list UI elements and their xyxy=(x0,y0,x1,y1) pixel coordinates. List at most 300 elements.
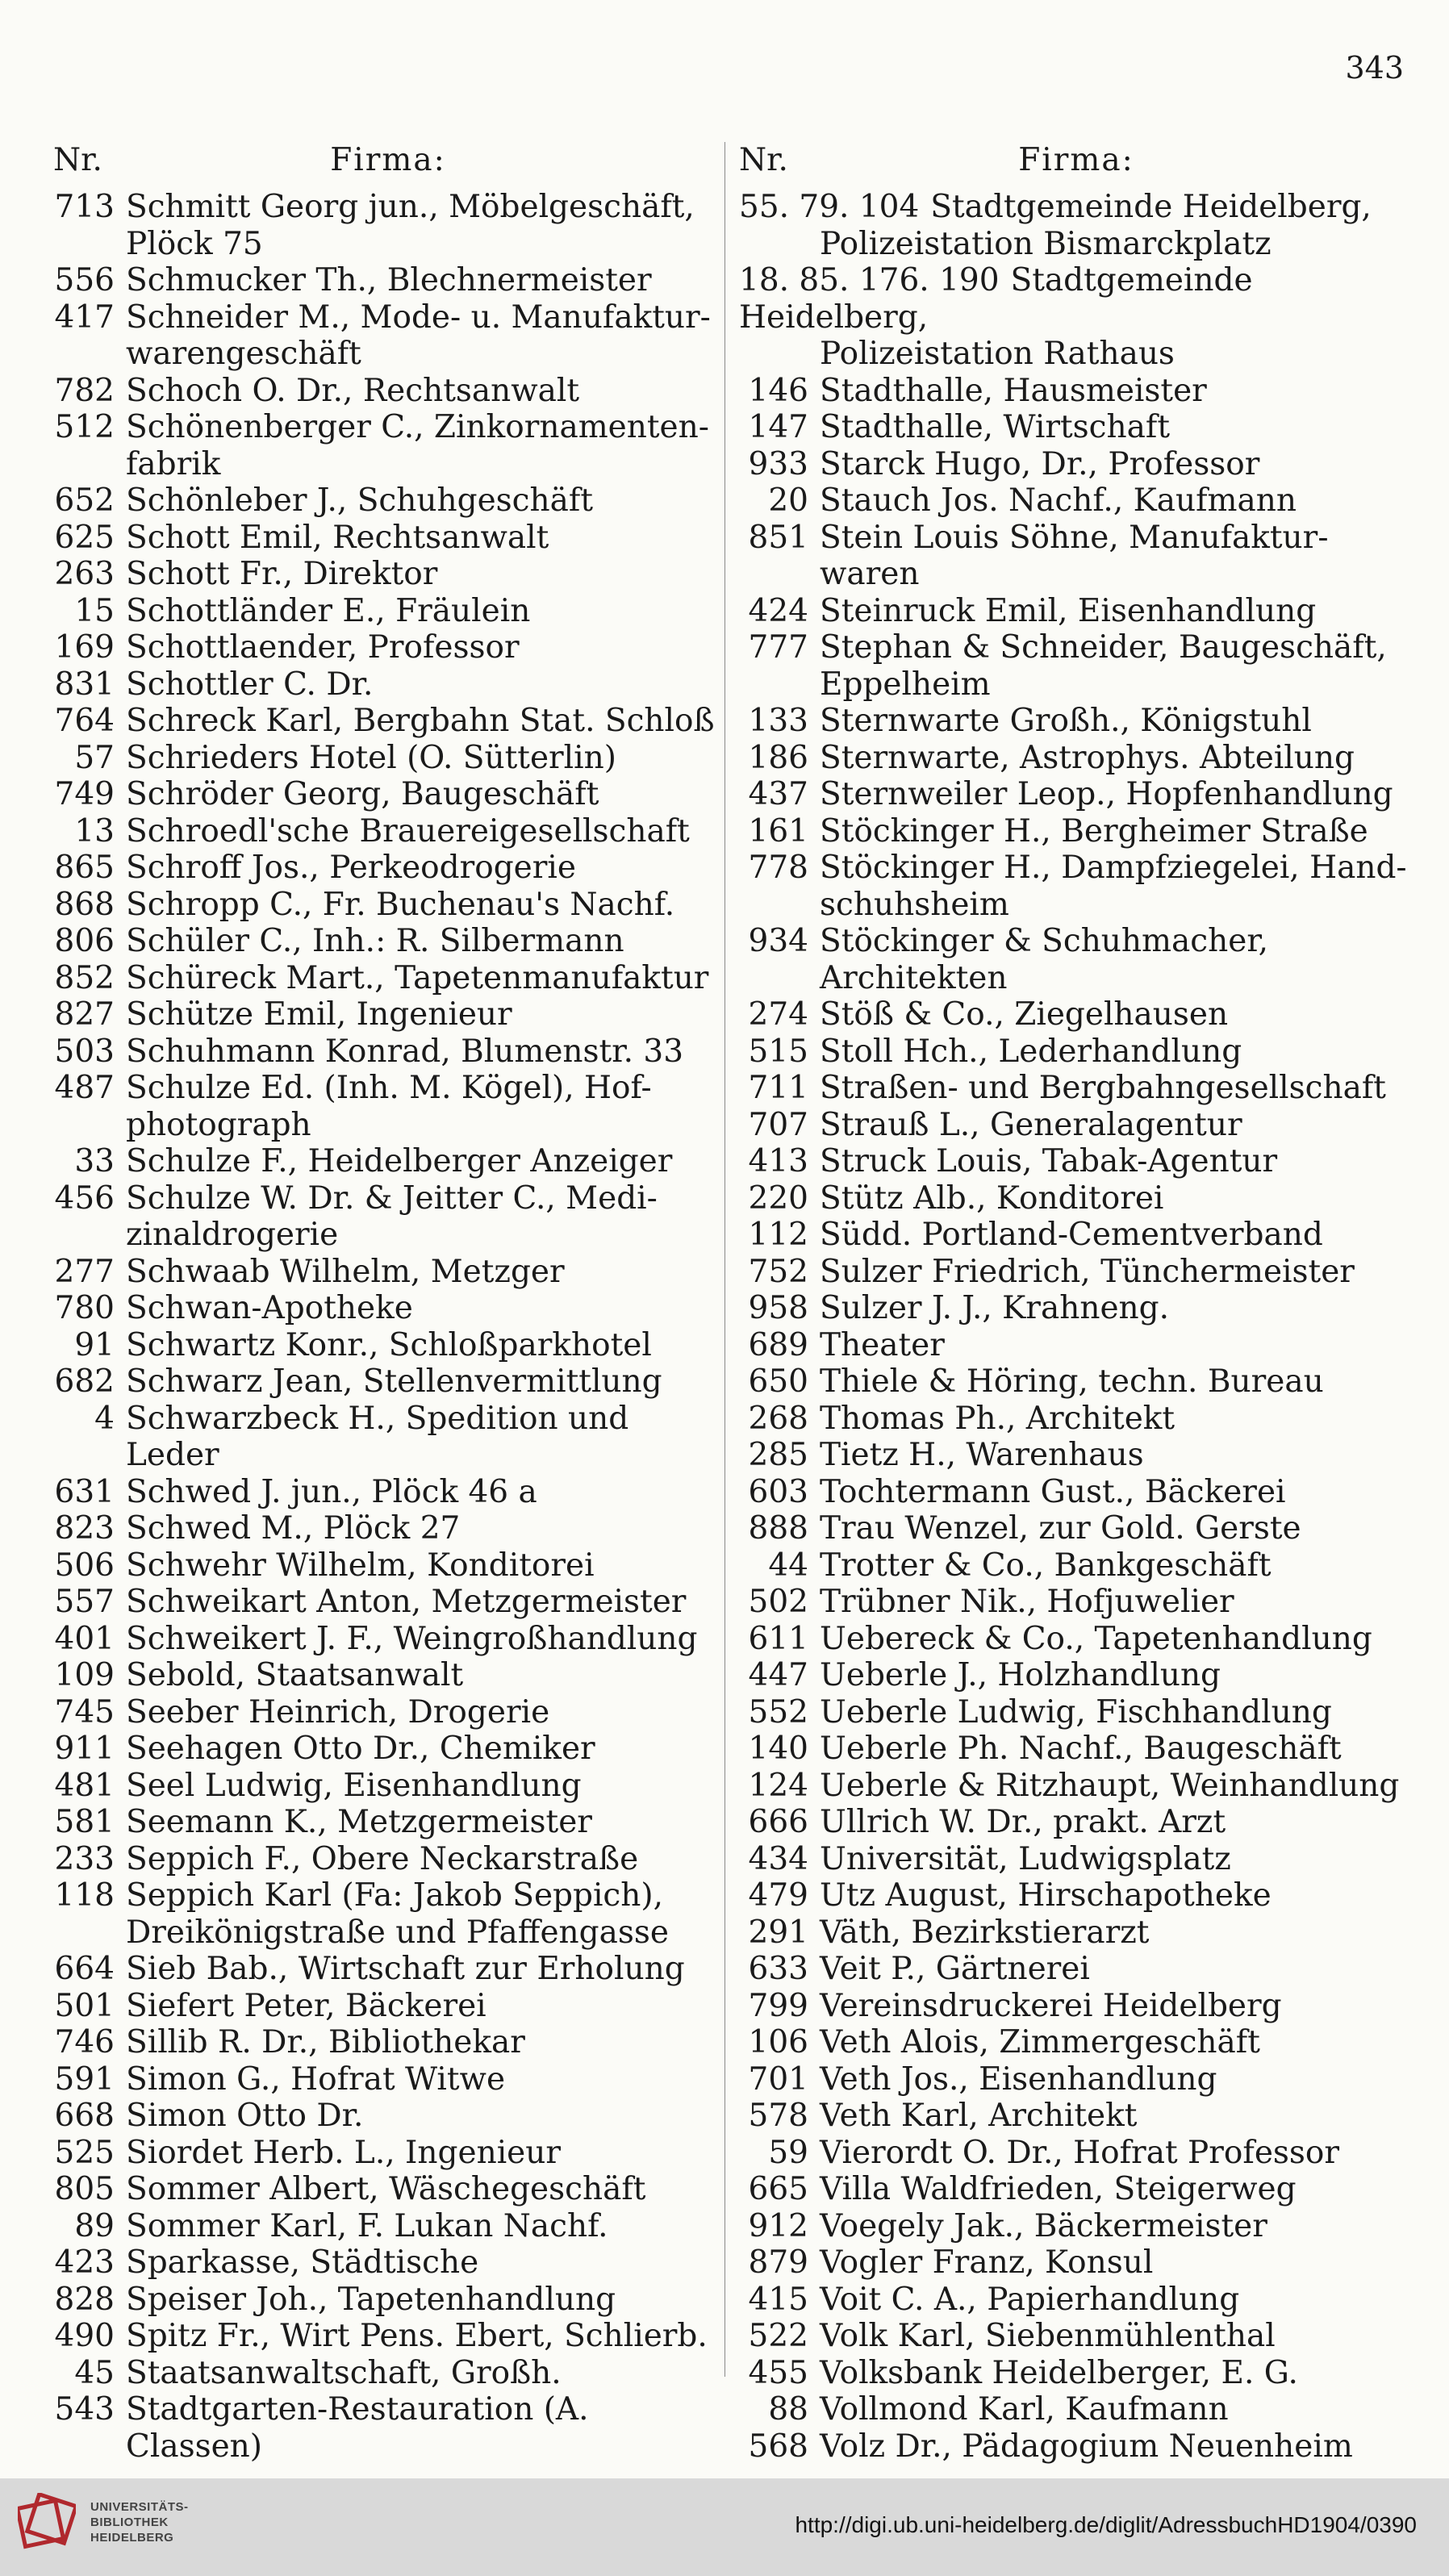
list-item xyxy=(53,1841,723,1878)
entry-name: Uebereck & Co., Tapetenhandlung xyxy=(820,1620,1372,1657)
entry-number: 665 xyxy=(748,2171,808,2207)
list-item xyxy=(739,2428,1414,2465)
entry-number: 851 xyxy=(748,519,808,556)
list-item xyxy=(53,2171,723,2208)
list-item xyxy=(53,1180,723,1254)
entry-number: 749 xyxy=(54,776,115,812)
list-item xyxy=(53,666,723,703)
entry-number: 806 xyxy=(54,923,115,959)
list-item xyxy=(739,409,1414,446)
entry-number: 106 xyxy=(748,2024,808,2060)
entry-name: Universität, Ludwigsplatz xyxy=(820,1840,1231,1877)
entry-name: Seppich F., Obere Neckarstraße xyxy=(126,1840,639,1877)
entry-name: Stadtgemeinde Heidelberg, xyxy=(739,262,1253,336)
entry-name: Schrieders Hotel (O. Sütterlin) xyxy=(126,739,616,776)
entry-number: 823 xyxy=(54,1510,115,1547)
entry-number: 522 xyxy=(748,2318,808,2354)
entry-name: Stephan & Schneider, Baugeschäft, Eppelheim xyxy=(820,629,1387,703)
list-item xyxy=(53,1510,723,1547)
entry-name: Stadthalle, Hausmeister xyxy=(820,372,1207,409)
entry-name: Stöckinger H., Dampfziegelei, Hand-schuhsheim xyxy=(820,850,1407,923)
entry-number: 424 xyxy=(748,592,808,629)
entry-name: Seppich Karl (Fa: Jakob Seppich), Dreikönigstraße und Pfaffengasse xyxy=(126,1877,669,1951)
entry-number: 268 xyxy=(748,1400,808,1437)
entry-name: Simon G., Hofrat Witwe xyxy=(126,2060,506,2098)
entry-number: 91 xyxy=(74,1326,115,1363)
entry-number: 707 xyxy=(748,1106,808,1143)
entry-number: 233 xyxy=(54,1840,115,1877)
list-item xyxy=(739,1510,1414,1547)
entry-name: Schweikart Anton, Metzgermeister xyxy=(126,1584,687,1620)
entry-name: Schwarzbeck H., Spedition und Leder xyxy=(126,1400,629,1473)
list-item xyxy=(53,2061,723,2098)
entry-name: Tochtermann Gust., Bäckerei xyxy=(820,1473,1286,1510)
entry-name: Volz Dr., Pädagogium Neuenheim xyxy=(820,2428,1353,2465)
entry-name: Schwartz Konr., Schloßparkhotel xyxy=(126,1326,652,1363)
entry-number: 515 xyxy=(748,1033,808,1070)
entry-name: Schönenberger C., Zinkornamenten-fabrik xyxy=(126,409,709,482)
entry-number: 437 xyxy=(748,776,808,812)
entry-name: Stadtgemeinde Heidelberg, xyxy=(930,189,1372,225)
footer-bar xyxy=(0,2478,1449,2576)
entry-number: 664 xyxy=(54,1951,115,1987)
entry-name: Trau Wenzel, zur Gold. Gerste xyxy=(820,1510,1301,1547)
entry-name: Ueberle Ludwig, Fischhandlung xyxy=(820,1693,1332,1731)
entry-name: Schüler C., Inh.: R. Silbermann xyxy=(126,923,624,959)
entry-number: 682 xyxy=(54,1363,115,1400)
list-item xyxy=(53,996,723,1033)
entry-number: 456 xyxy=(54,1179,115,1217)
entry-number: 479 xyxy=(748,1877,808,1914)
entry-number: 88 xyxy=(768,2391,808,2428)
entry-name: Schütze Emil, Ingenieur xyxy=(126,996,512,1033)
entry-name: Utz August, Hirschapotheke xyxy=(820,1877,1272,1914)
entry-name: Schwed J. jun., Plöck 46 a xyxy=(126,1473,537,1510)
entry-name: Villa Waldfrieden, Steigerweg xyxy=(820,2171,1297,2207)
list-item xyxy=(739,813,1414,850)
library-logo[interactable] xyxy=(18,2493,189,2551)
entry-number: 124 xyxy=(748,1767,808,1804)
entry-name: Schulze F., Heidelberger Anzeiger xyxy=(126,1143,673,1179)
left-column-header xyxy=(53,142,723,189)
entry-number: 291 xyxy=(748,1914,808,1951)
entry-name: Sebold, Staatsanwalt xyxy=(126,1657,464,1693)
entry-name: Vogler Franz, Konsul xyxy=(820,2244,1154,2281)
list-item xyxy=(53,2244,723,2282)
list-item xyxy=(739,1474,1414,1511)
list-item xyxy=(739,1437,1414,1474)
list-item xyxy=(53,1804,723,1841)
entry-name: Voegely Jak., Bäckermeister xyxy=(820,2207,1267,2244)
entry-name: Seemann K., Metzgermeister xyxy=(126,1804,592,1840)
entry-name: Theater xyxy=(820,1326,945,1363)
entry-number: 263 xyxy=(54,556,115,592)
entry-number: 133 xyxy=(748,703,808,739)
entry-number: 506 xyxy=(54,1547,115,1584)
entry-number: 611 xyxy=(748,1620,808,1657)
entry-number: 591 xyxy=(54,2060,115,2098)
entry-name: Struck Louis, Tabak-Agentur xyxy=(820,1143,1278,1179)
list-item xyxy=(53,1877,723,1951)
list-item xyxy=(739,1877,1414,1914)
entry-name: Veth Jos., Eisenhandlung xyxy=(820,2060,1217,2098)
list-item xyxy=(53,1657,723,1694)
entry-name: Veth Alois, Zimmergeschäft xyxy=(820,2024,1260,2060)
entry-name-continuation: Polizeistation Bismarckplatz xyxy=(820,225,1272,262)
entry-name: Vollmond Karl, Kaufmann xyxy=(820,2391,1229,2428)
entry-number: 556 xyxy=(54,262,115,299)
library-logo-text xyxy=(90,2499,189,2545)
entry-number: 879 xyxy=(748,2244,808,2281)
entry-number: 782 xyxy=(54,372,115,409)
entry-name: Schuhmann Konrad, Blumenstr. 33 xyxy=(126,1033,684,1070)
entry-name: Schroedl'sche Brauereigesellschaft xyxy=(126,812,690,850)
entry-name: Schreck Karl, Bergbahn Stat. Schloß xyxy=(126,703,715,739)
entry-number: 631 xyxy=(54,1473,115,1510)
entry-name: Schwarz Jean, Stellenvermittlung xyxy=(126,1363,662,1400)
entry-number: 701 xyxy=(748,2060,808,2098)
entry-number: 552 xyxy=(748,1693,808,1731)
entry-name: Trübner Nik., Hofjuwelier xyxy=(820,1584,1234,1620)
entry-number: 417 xyxy=(54,299,115,336)
entry-name: Sternweiler Leop., Hopfenhandlung xyxy=(820,776,1393,812)
list-item xyxy=(739,1254,1414,1291)
entry-number: 220 xyxy=(748,1179,808,1217)
entry-number: 543 xyxy=(54,2391,115,2428)
list-item xyxy=(739,1547,1414,1584)
entry-number: 868 xyxy=(54,886,115,923)
right-column-header xyxy=(739,142,1414,189)
entry-name: Siefert Peter, Bäckerei xyxy=(126,1987,486,2024)
entry-number: 502 xyxy=(748,1584,808,1620)
entry-name: Voit C. A., Papierhandlung xyxy=(820,2281,1240,2318)
entry-name: Sulzer Friedrich, Tünchermeister xyxy=(820,1253,1355,1290)
library-logo-icon xyxy=(18,2493,76,2551)
source-url-link[interactable]: http://digi.ub.uni-heidelberg.de/diglit/AdressbuchHD1904/0390 xyxy=(795,2512,1417,2537)
entry-name: Strauß L., Generalagentur xyxy=(820,1106,1242,1143)
list-item xyxy=(739,1180,1414,1217)
list-item xyxy=(53,813,723,850)
entry-number: 45 xyxy=(74,2354,115,2391)
entry-number: 525 xyxy=(54,2134,115,2171)
entry-number: 805 xyxy=(54,2171,115,2207)
list-item xyxy=(739,923,1414,996)
entry-number: 18. 85. 176. 190 xyxy=(739,262,1000,299)
entry-name: Trotter & Co., Bankgeschäft xyxy=(820,1547,1272,1584)
list-item xyxy=(739,2391,1414,2428)
entry-number: 285 xyxy=(748,1437,808,1473)
entry-name: Sieb Bab., Wirtschaft zur Erholung xyxy=(126,1951,685,1987)
list-item xyxy=(739,996,1414,1033)
entry-name-continuation: Polizeistation Rathaus xyxy=(820,336,1175,372)
entry-name: Schottlaender, Professor xyxy=(126,629,520,666)
entry-number: 888 xyxy=(748,1510,808,1547)
entry-number: 668 xyxy=(54,2098,115,2134)
list-item xyxy=(53,2135,723,2172)
list-item xyxy=(739,1327,1414,1364)
list-item xyxy=(739,593,1414,630)
entry-number: 778 xyxy=(748,850,808,886)
list-item xyxy=(739,482,1414,520)
entry-number: 161 xyxy=(748,812,808,850)
nr-header: Nr. xyxy=(739,142,788,178)
entry-number: 447 xyxy=(748,1657,808,1693)
entry-name: Schoch O. Dr., Rechtsanwalt xyxy=(126,372,580,409)
list-item xyxy=(739,1768,1414,1805)
list-item xyxy=(739,1914,1414,1952)
entry-name: Schwan-Apotheke xyxy=(126,1290,413,1326)
right-column xyxy=(739,142,1414,2465)
list-item xyxy=(739,1107,1414,1144)
list-item xyxy=(739,2135,1414,2172)
entry-number: 831 xyxy=(54,666,115,703)
entry-number: 59 xyxy=(768,2134,808,2171)
entry-number: 146 xyxy=(748,372,808,409)
list-item xyxy=(53,482,723,520)
entry-name: Schropp C., Fr. Buchenau's Nachf. xyxy=(126,886,675,923)
list-item xyxy=(739,1731,1414,1768)
entry-name: Seehagen Otto Dr., Chemiker xyxy=(126,1731,595,1767)
entry-name: Ueberle & Ritzhaupt, Weinhandlung xyxy=(820,1767,1400,1804)
entry-number: 911 xyxy=(54,1731,115,1767)
list-item xyxy=(739,2171,1414,2208)
list-item xyxy=(53,1033,723,1071)
entry-number: 487 xyxy=(54,1070,115,1106)
logo-line: UNIVERSITÄTS- xyxy=(90,2499,189,2514)
entry-number: 415 xyxy=(748,2281,808,2318)
entry-number: 689 xyxy=(748,1326,808,1363)
list-item xyxy=(739,2098,1414,2135)
list-item xyxy=(53,593,723,630)
list-item xyxy=(53,1254,723,1291)
entry-number: 666 xyxy=(748,1804,808,1840)
list-item xyxy=(739,1804,1414,1841)
entry-number: 277 xyxy=(54,1253,115,1290)
list-item xyxy=(739,2208,1414,2245)
entry-name: Schüreck Mart., Tapetenmanufaktur xyxy=(126,959,709,996)
entry-number: 112 xyxy=(748,1217,808,1253)
list-item xyxy=(53,2391,723,2465)
entry-number: 15 xyxy=(74,592,115,629)
entry-number: 401 xyxy=(54,1620,115,1657)
list-item xyxy=(739,2282,1414,2319)
entry-number: 481 xyxy=(54,1767,115,1804)
list-item xyxy=(739,262,1414,373)
list-item xyxy=(53,520,723,557)
entry-name: Schroff Jos., Perkeodrogerie xyxy=(126,850,576,886)
entry-number: 581 xyxy=(54,1804,115,1840)
list-item xyxy=(739,2061,1414,2098)
entry-number: 147 xyxy=(748,409,808,445)
entry-number: 777 xyxy=(748,629,808,666)
entry-name: Schönleber J., Schuhgeschäft xyxy=(126,482,594,519)
list-item xyxy=(739,1657,1414,1694)
list-item xyxy=(53,887,723,924)
entry-name: Thomas Ph., Architekt xyxy=(820,1400,1175,1437)
entry-name: Schmucker Th., Blechnermeister xyxy=(126,262,652,299)
entry-name: Volk Karl, Siebenmühlenthal xyxy=(820,2318,1276,2354)
list-item xyxy=(53,1584,723,1621)
entry-name: Schwaab Wilhelm, Metzger xyxy=(126,1253,565,1290)
list-item xyxy=(739,2024,1414,2061)
entry-name: Stütz Alb., Konditorei xyxy=(820,1179,1164,1217)
entry-name: Schulze W. Dr. & Jeitter C., Medi-zinaldrogerie xyxy=(126,1179,658,1253)
list-item xyxy=(739,776,1414,813)
entry-name: Stauch Jos. Nachf., Kaufmann xyxy=(820,482,1297,519)
entry-name: Schottler C. Dr. xyxy=(126,666,374,703)
entry-name: Sternwarte, Astrophys. Abteilung xyxy=(820,739,1355,776)
entry-number: 57 xyxy=(74,739,115,776)
list-item xyxy=(53,2098,723,2135)
entry-name: Thiele & Höring, techn. Bureau xyxy=(820,1363,1324,1400)
entry-number: 413 xyxy=(748,1143,808,1179)
list-item xyxy=(53,1070,723,1143)
entry-number: 501 xyxy=(54,1987,115,2024)
entry-name: Stöckinger H., Bergheimer Straße xyxy=(820,812,1368,850)
list-item xyxy=(53,1621,723,1658)
entry-number: 828 xyxy=(54,2281,115,2318)
entry-name: Volksbank Heidelberger, E. G. xyxy=(820,2354,1298,2391)
list-item xyxy=(53,262,723,299)
list-item xyxy=(53,373,723,410)
list-item xyxy=(53,2282,723,2319)
list-item xyxy=(739,189,1414,262)
list-item xyxy=(53,409,723,482)
entry-number: 650 xyxy=(748,1363,808,1400)
entry-name: Sternwarte Großh., Königstuhl xyxy=(820,703,1312,739)
nr-header: Nr. xyxy=(53,142,102,178)
entry-name: Ueberle Ph. Nachf., Baugeschäft xyxy=(820,1731,1342,1767)
list-item xyxy=(739,373,1414,410)
list-item xyxy=(739,1363,1414,1401)
list-item xyxy=(739,1584,1414,1621)
list-item xyxy=(53,1401,723,1474)
list-item xyxy=(739,1290,1414,1327)
left-entry-list xyxy=(53,189,723,2465)
entry-name: Schottländer E., Fräulein xyxy=(126,592,531,629)
list-item xyxy=(53,850,723,887)
entry-number: 33 xyxy=(74,1143,115,1179)
list-item xyxy=(739,629,1414,703)
list-item xyxy=(53,740,723,777)
list-item xyxy=(53,1768,723,1805)
entry-number: 746 xyxy=(54,2024,115,2060)
entry-number: 865 xyxy=(54,850,115,886)
entry-number: 912 xyxy=(748,2207,808,2244)
entry-name: Ullrich W. Dr., prakt. Arzt xyxy=(820,1804,1226,1840)
list-item xyxy=(53,2024,723,2061)
entry-name: Sparkasse, Städtische xyxy=(126,2244,479,2281)
entry-name: Simon Otto Dr. xyxy=(126,2098,364,2134)
firma-header: Firma: xyxy=(330,142,446,178)
entry-number: 490 xyxy=(54,2318,115,2354)
entry-name: Sommer Albert, Wäschegeschäft xyxy=(126,2171,646,2207)
entry-name: Stöckinger & Schuhmacher, Architekten xyxy=(820,923,1269,996)
entry-name: Seel Ludwig, Eisenhandlung xyxy=(126,1767,582,1804)
entry-name: Veth Karl, Architekt xyxy=(820,2098,1138,2134)
entry-number: 764 xyxy=(54,703,115,739)
list-item xyxy=(53,629,723,666)
entry-name: Schott Emil, Rechtsanwalt xyxy=(126,519,549,556)
page-number: 343 xyxy=(1345,50,1404,86)
entry-number: 827 xyxy=(54,996,115,1033)
entry-number: 118 xyxy=(54,1877,115,1914)
list-item xyxy=(739,1694,1414,1731)
list-item xyxy=(53,2355,723,2392)
logo-line: HEIDELBERG xyxy=(90,2530,174,2545)
entry-number: 633 xyxy=(748,1951,808,1987)
entry-number: 274 xyxy=(748,996,808,1033)
list-item xyxy=(739,1951,1414,1988)
entry-name: Vereinsdruckerei Heidelberg xyxy=(820,1987,1282,2024)
entry-name: Spitz Fr., Wirt Pens. Ebert, Schlierb. xyxy=(126,2318,708,2354)
entry-name: Veit P., Gärtnerei xyxy=(820,1951,1090,1987)
list-item xyxy=(53,1474,723,1511)
entry-name: Stein Louis Söhne, Manufaktur-waren xyxy=(820,519,1329,592)
list-item xyxy=(739,1070,1414,1107)
list-item xyxy=(739,1401,1414,1438)
entry-number: 799 xyxy=(748,1987,808,2024)
entry-number: 109 xyxy=(54,1657,115,1693)
list-item xyxy=(739,520,1414,593)
list-item xyxy=(739,2244,1414,2282)
column-divider xyxy=(724,142,725,2377)
entry-number: 852 xyxy=(54,959,115,996)
list-item xyxy=(53,923,723,960)
list-item xyxy=(739,1841,1414,1878)
entry-number: 423 xyxy=(54,2244,115,2281)
list-item xyxy=(739,850,1414,923)
entry-number: 625 xyxy=(54,519,115,556)
list-item xyxy=(53,1694,723,1731)
list-item xyxy=(53,1143,723,1180)
entry-number: 713 xyxy=(54,189,115,225)
list-item xyxy=(739,2318,1414,2355)
entry-number: 512 xyxy=(54,409,115,445)
entry-number: 55. 79. 104 xyxy=(739,189,920,225)
entry-name: Siordet Herb. L., Ingenieur xyxy=(126,2134,562,2171)
entry-number: 186 xyxy=(748,739,808,776)
entry-number: 958 xyxy=(748,1290,808,1326)
entry-name: Sommer Karl, F. Lukan Nachf. xyxy=(126,2207,608,2244)
entry-name: Väth, Bezirkstierarzt xyxy=(820,1914,1150,1951)
list-item xyxy=(53,776,723,813)
entry-number: 933 xyxy=(748,445,808,482)
entry-name: Schröder Georg, Baugeschäft xyxy=(126,776,599,812)
list-item xyxy=(53,2318,723,2355)
list-item xyxy=(739,446,1414,483)
entry-name: Schott Fr., Direktor xyxy=(126,556,438,592)
entry-name: Schneider M., Mode- u. Manufaktur-warengeschäft xyxy=(126,299,711,372)
entry-name: Stoll Hch., Lederhandlung xyxy=(820,1033,1242,1070)
entry-name: Staatsanwaltschaft, Großh. xyxy=(126,2354,562,2391)
entry-name: Schulze Ed. (Inh. M. Kögel), Hof-photograph xyxy=(126,1070,652,1143)
entry-name: Schmitt Georg jun., Möbelgeschäft, Plöck 75 xyxy=(126,189,695,262)
entry-name: Speiser Joh., Tapetenhandlung xyxy=(126,2281,616,2318)
entry-number: 4 xyxy=(94,1400,115,1437)
list-item xyxy=(739,1988,1414,2025)
entry-name: Stadtgarten-Restauration (A. Classen) xyxy=(126,2391,589,2465)
entry-number: 934 xyxy=(748,923,808,959)
entry-name: Sulzer J. J., Krahneng. xyxy=(820,1290,1169,1326)
list-item xyxy=(53,1988,723,2025)
entry-number: 745 xyxy=(54,1693,115,1731)
entry-name: Straßen- und Bergbahngesellschaft xyxy=(820,1070,1386,1106)
entry-number: 89 xyxy=(74,2207,115,2244)
list-item xyxy=(739,740,1414,777)
entry-name: Schwehr Wilhelm, Konditorei xyxy=(126,1547,595,1584)
list-item xyxy=(53,703,723,740)
